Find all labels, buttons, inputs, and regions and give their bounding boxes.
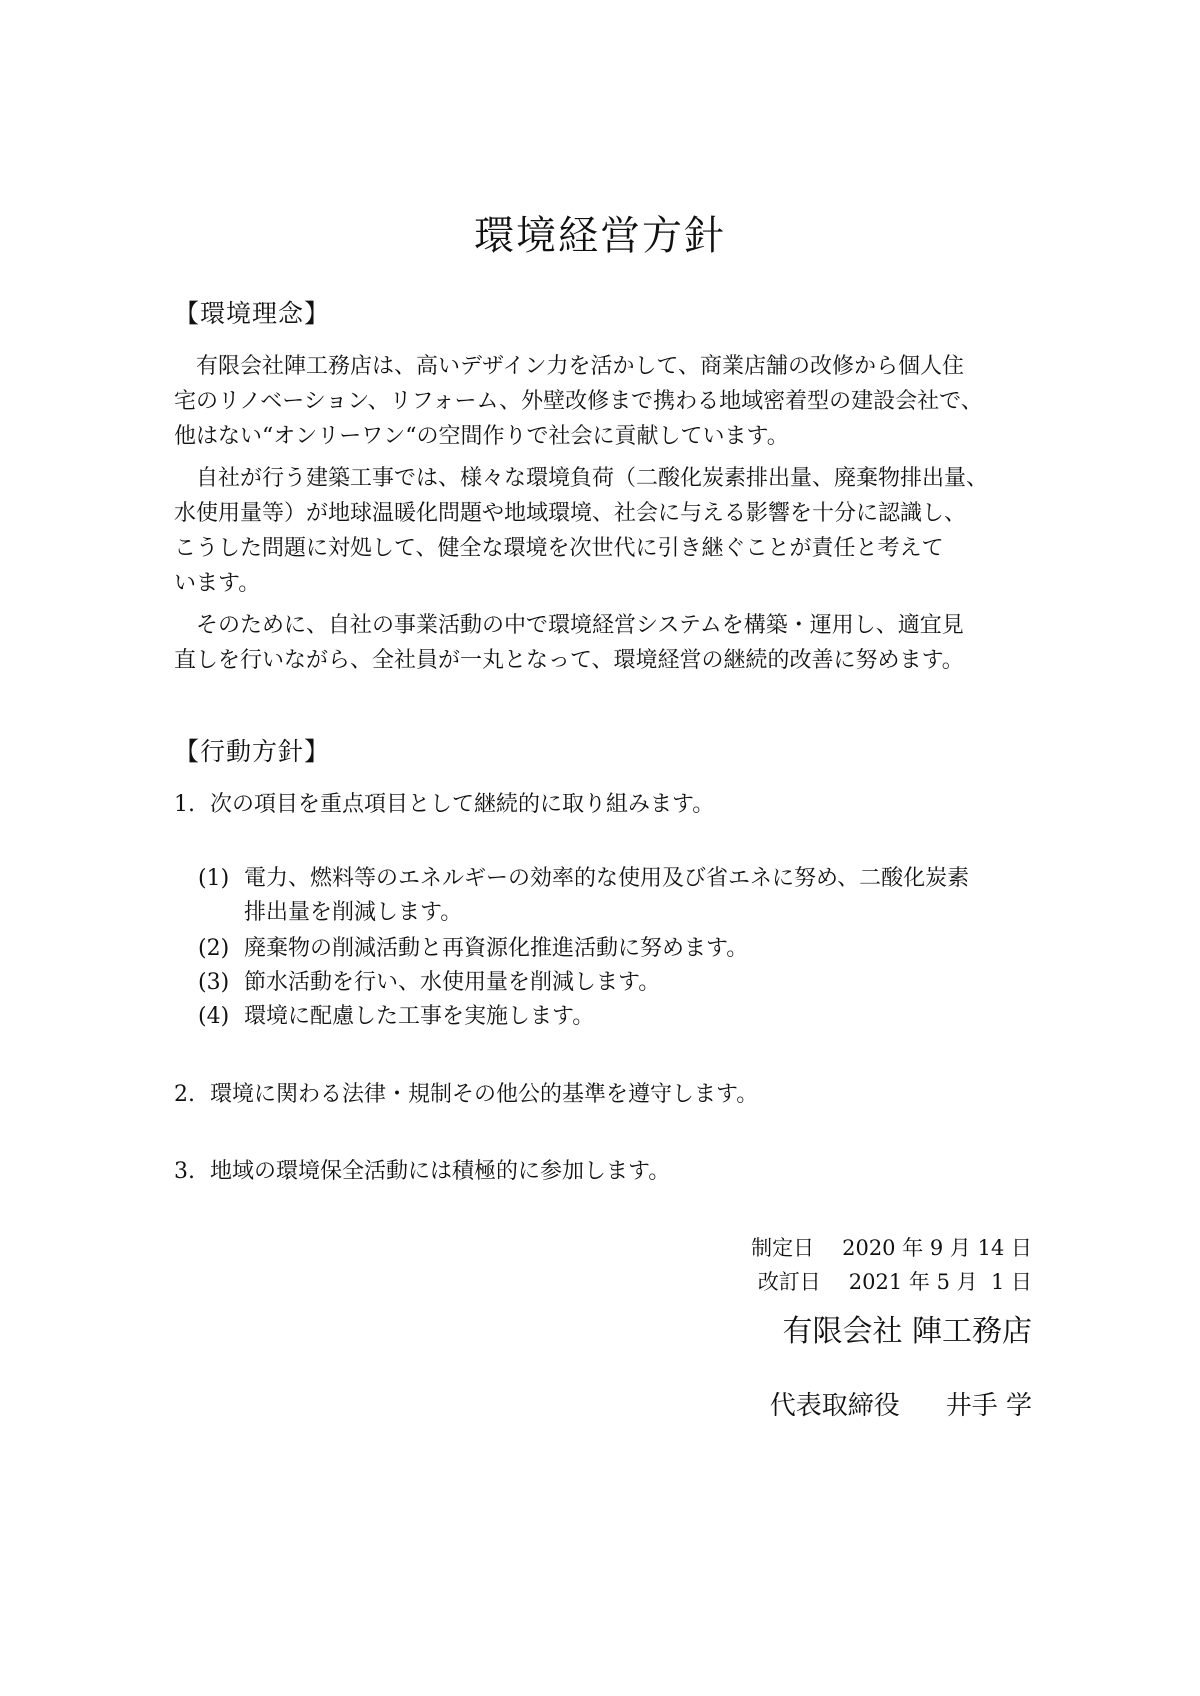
action-subitem-4	[198, 1000, 594, 1034]
item-text: 次の項目を重点項目として継続的に取り組みます。	[210, 792, 715, 817]
paragraph-line: 他はない“オンリーワン“の空間作りで社会に貢献しています。	[174, 424, 789, 449]
paragraph-line: 自社が行う建築工事では、様々な環境負荷（二酸化炭素排出量、廃棄物排出量、	[196, 466, 989, 491]
philosophy-heading: 【環境理念】	[174, 299, 331, 328]
paragraph-line: こうした問題に対処して、健全な環境を次世代に引き継ぐことが責任と考えて	[174, 536, 944, 561]
subitem-number: (2)	[198, 936, 230, 961]
philosophy-paragraph-2	[174, 461, 1054, 601]
subitem-text: 廃棄物の削減活動と再資源化推進活動に努めます。	[244, 936, 749, 961]
revised-date: 2021 年 5 月 1 日	[848, 1270, 1032, 1294]
subitem-text: 環境に配慮した工事を実施します。	[244, 1004, 595, 1029]
subitem-number: (4)	[198, 1004, 230, 1029]
item-number: 2.	[174, 1082, 195, 1107]
paragraph-line: そのために、自社の事業活動の中で環境経営システムを構築・運用し、適宜見	[196, 613, 964, 638]
representative-name: 井手 学	[945, 1391, 1032, 1421]
subitem-number: (3)	[198, 970, 230, 995]
action-heading: 【行動方針】	[174, 737, 331, 766]
action-subitem-2	[198, 932, 748, 966]
philosophy-paragraph-1	[174, 349, 1054, 454]
representative-line	[770, 1388, 1032, 1424]
subitem-number: (1)	[198, 866, 230, 891]
item-text: 地域の環境保全活動には積極的に参加します。	[210, 1159, 671, 1184]
established-date-line	[751, 1231, 1032, 1265]
action-item-3	[174, 1155, 670, 1189]
action-item-1	[174, 788, 714, 822]
company-name: 有限会社 陣工務店	[782, 1314, 1032, 1349]
philosophy-paragraph-3	[174, 608, 1054, 678]
subitem-text: 節水活動を行い、水使用量を削減します。	[244, 970, 661, 995]
paragraph-line: 直しを行いながら、全社員が一丸となって、環境経営の継続的改善に努めます。	[174, 648, 964, 673]
paragraph-line: 有限会社陣工務店は、高いデザイン力を活かして、商業店舗の改修から個人住	[196, 354, 965, 379]
action-item-2	[174, 1078, 758, 1112]
paragraph-line: 宅のリノベーション、リフォーム、外壁改修まで携わる地域密着型の建設会社で、	[174, 389, 983, 414]
paragraph-line: 水使用量等）が地球温暖化問題や地域環境、社会に与える影響を十分に認識し、	[174, 501, 967, 526]
action-subitem-3	[198, 966, 660, 1000]
established-label: 制定日	[751, 1236, 815, 1260]
paragraph-line: います。	[174, 571, 261, 596]
revised-label: 改訂日	[757, 1270, 821, 1294]
representative-title: 代表取締役	[769, 1391, 900, 1421]
item-number: 3.	[174, 1159, 195, 1184]
subitem-text: 電力、燃料等のエネルギーの効率的な使用及び省エネに努め、二酸化炭素	[244, 866, 970, 891]
subitem-text: 排出量を削減します。	[244, 900, 463, 925]
established-date: 2020 年 9 月 14 日	[842, 1236, 1032, 1260]
action-subitem-1	[198, 862, 969, 896]
item-number: 1.	[174, 792, 195, 817]
action-subitem-1-continuation	[198, 896, 462, 930]
revised-date-line	[758, 1265, 1032, 1299]
document-title: 環境経営方針	[474, 213, 726, 259]
item-text: 環境に関わる法律・規制その他公的基準を遵守します。	[210, 1082, 759, 1107]
